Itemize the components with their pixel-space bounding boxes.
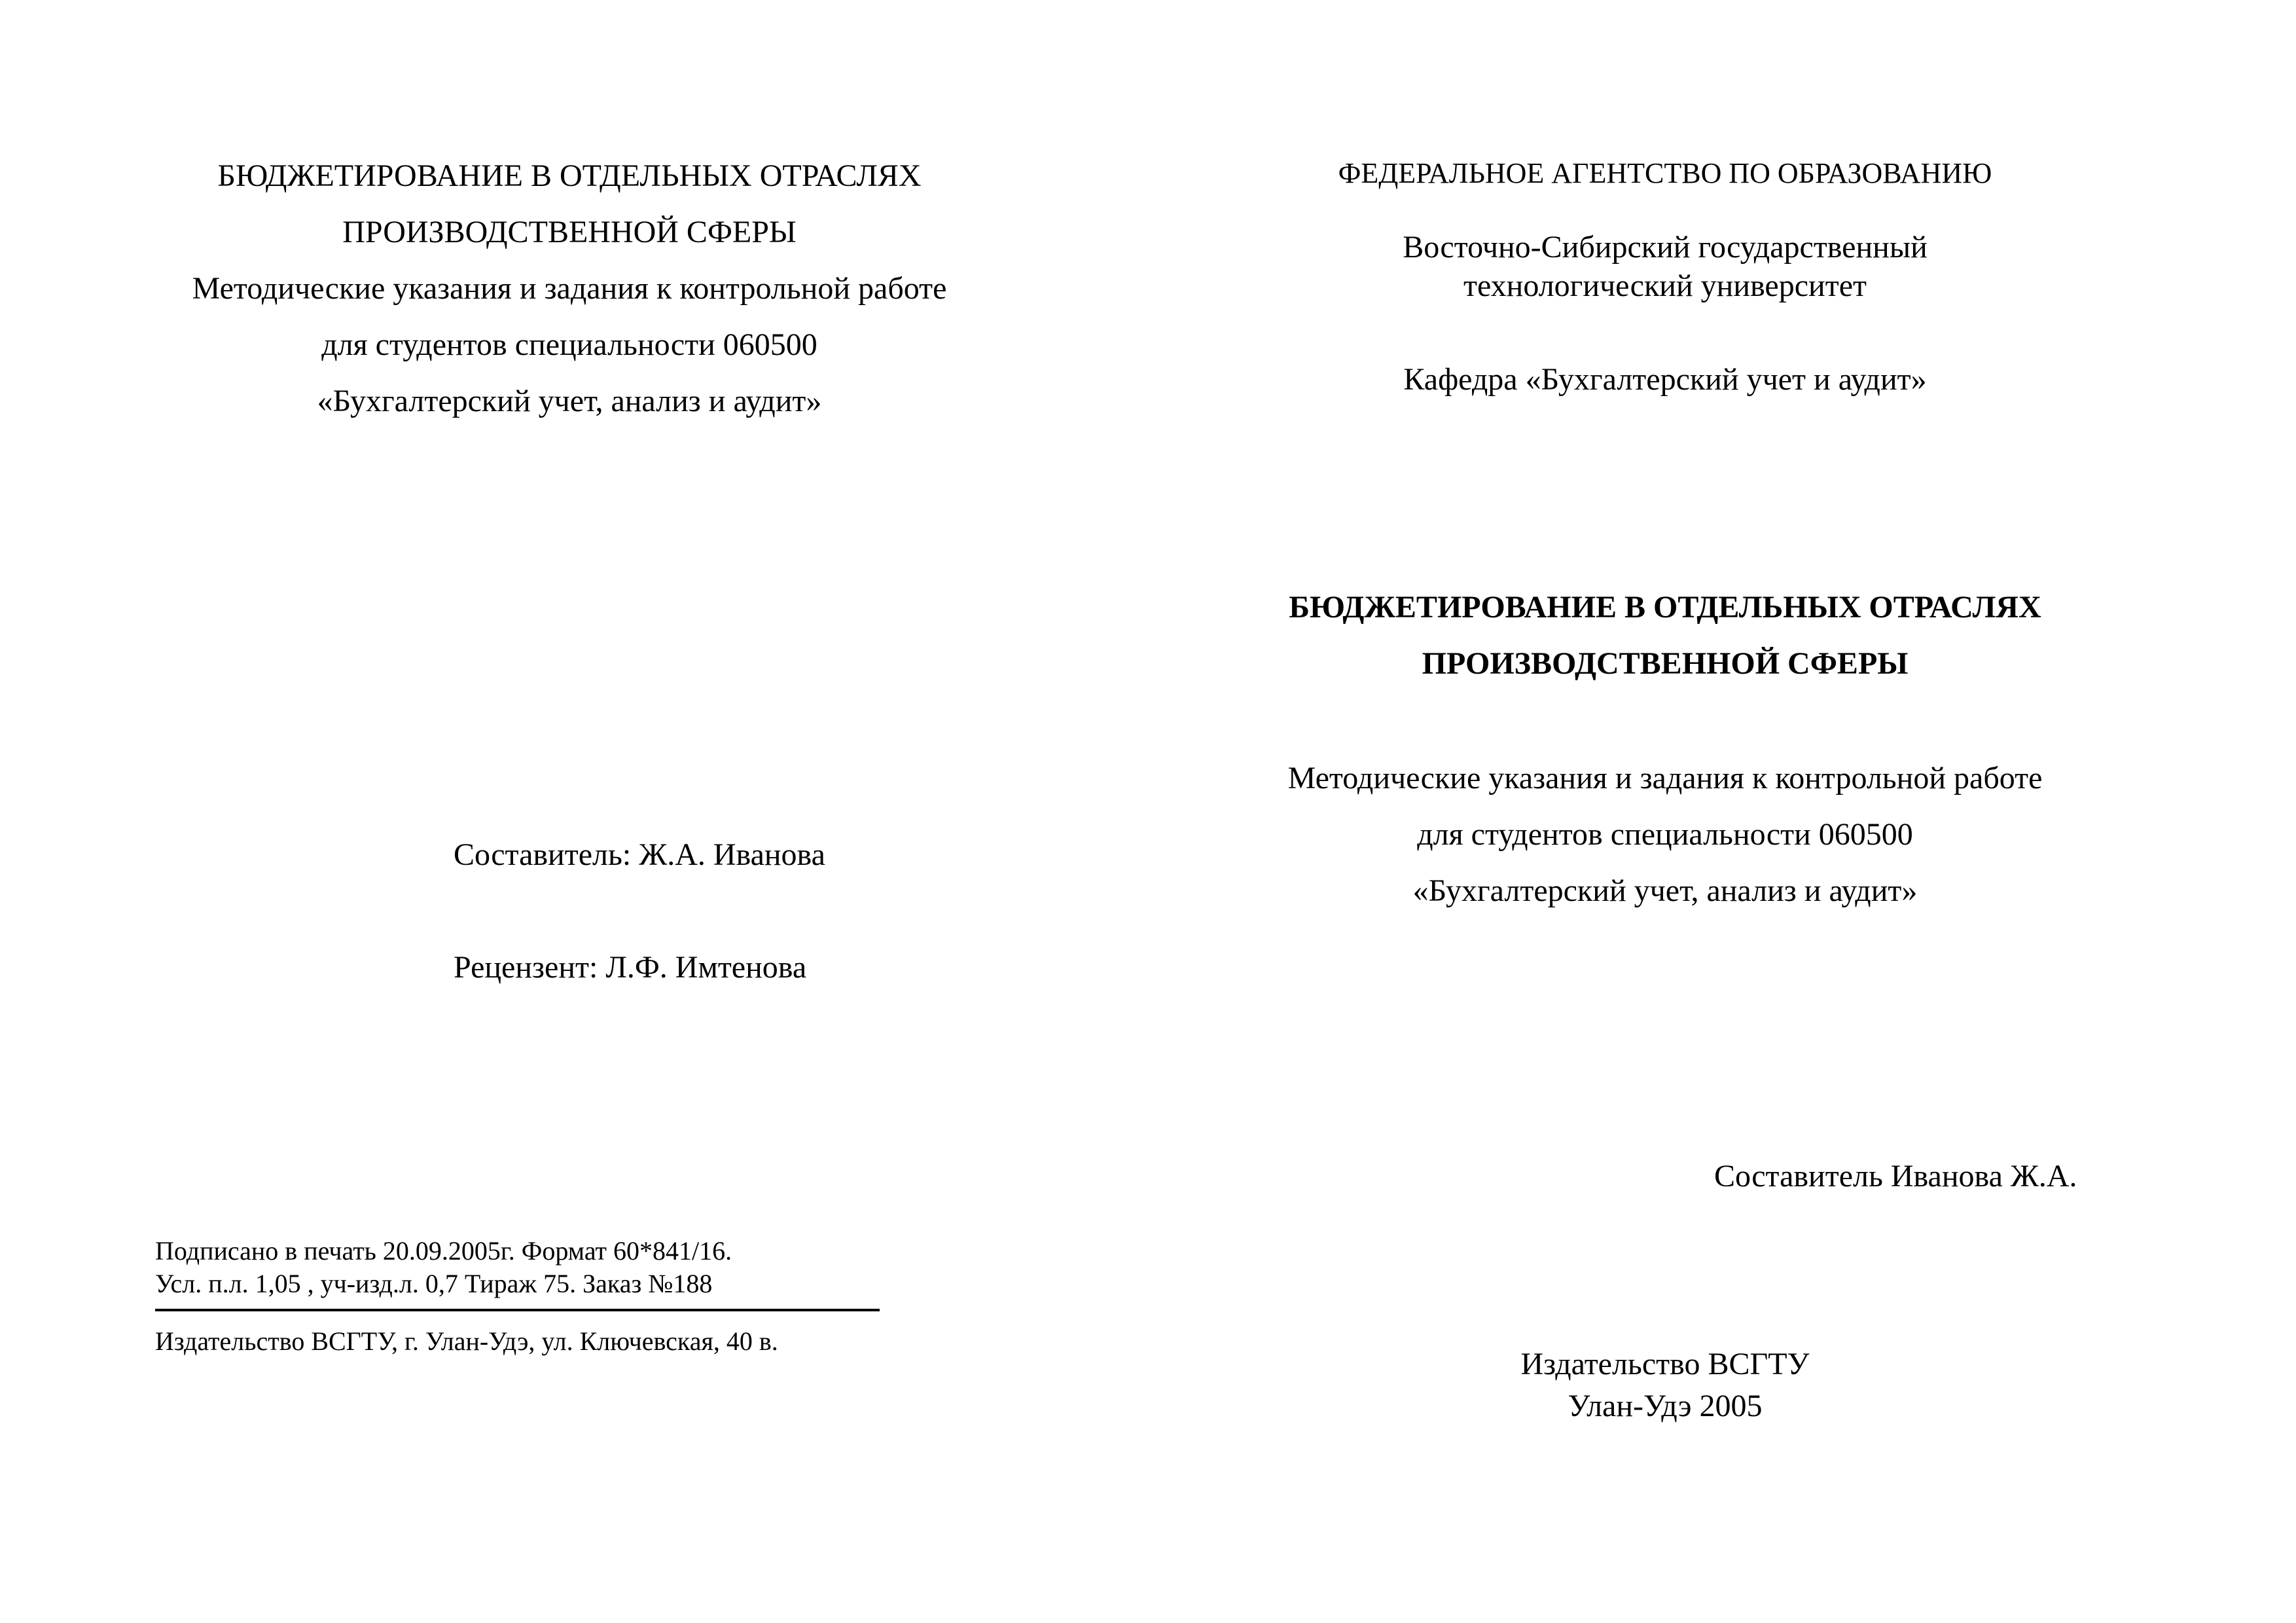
left-title-line-2: ПРОИЗВОДСТВЕННОЙ СФЕРЫ [342, 215, 797, 249]
publisher-address: Издательство ВСГТУ, г. Улан-Удэ, ул. Ключевская, 40 в. [155, 1326, 778, 1356]
city-year: Улан-Удэ 2005 [1568, 1389, 1763, 1423]
left-subtitle-line-1: Методические указания и задания к контрольной работе [192, 271, 947, 306]
publisher-name: Издательство ВСГТУ [1520, 1347, 1810, 1381]
right-title-line-1: БЮДЖЕТИРОВАНИЕ В ОТДЕЛЬНЫХ ОТРАСЛЯХ [1289, 590, 2041, 625]
left-reviewer: Рецензент: Л.Ф. Имтенова [454, 950, 807, 985]
left-subtitle-line-3: «Бухгалтерский учет, анализ и аудит» [317, 384, 822, 418]
right-subtitle-line-2: для студентов специальности 060500 [1417, 817, 1913, 852]
right-page [1148, 0, 2296, 1623]
agency-name: ФЕДЕРАЛЬНОЕ АГЕНТСТВО ПО ОБРАЗОВАНИЮ [1338, 157, 1992, 189]
imprint-divider [155, 1309, 880, 1311]
university-line-2: технологический университет [1463, 268, 1867, 303]
right-title-line-2: ПРОИЗВОДСТВЕННОЙ СФЕРЫ [1422, 646, 1909, 681]
right-subtitle-line-3: «Бухгалтерский учет, анализ и аудит» [1412, 873, 1918, 908]
left-title-line-1: БЮДЖЕТИРОВАНИЕ В ОТДЕЛЬНЫХ ОТРАСЛЯХ [217, 158, 922, 193]
imprint-line-1: Подписано в печать 20.09.2005г. Формат 60*841/16. [155, 1236, 732, 1266]
university-line-1: Восточно-Сибирский государственный [1403, 230, 1928, 264]
right-subtitle-line-1: Методические указания и задания к контрольной работе [1287, 761, 2043, 795]
left-compiler: Составитель: Ж.А. Иванова [454, 837, 825, 872]
left-subtitle-line-2: для студентов специальности 060500 [321, 327, 817, 362]
imprint-line-2: Усл. п.л. 1,05 , уч-изд.л. 0,7 Тираж 75. Заказ №188 [155, 1269, 713, 1298]
department-name: Кафедра «Бухгалтерский учет и аудит» [1403, 362, 1927, 397]
right-compiler: Составитель Иванова Ж.А. [1714, 1159, 2077, 1194]
